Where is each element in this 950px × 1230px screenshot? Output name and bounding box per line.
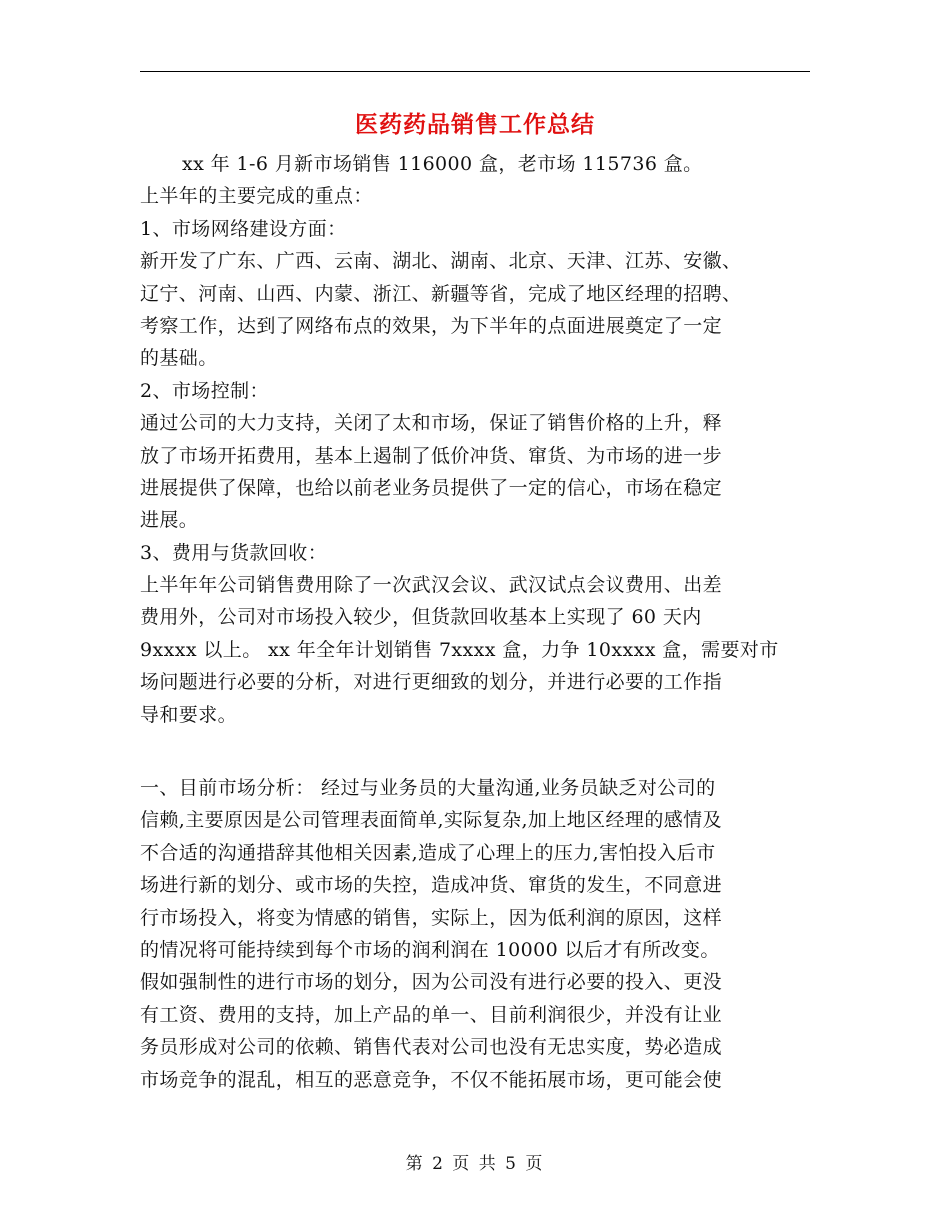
body-line: 场问题进行必要的分析，对进行更细致的划分，并进行必要的工作指	[140, 671, 723, 694]
body-line: 不合适的沟通措辞其他相关因素,造成了心理上的压力,害怕投入后市	[140, 841, 716, 864]
body-line: 务员形成对公司的依赖、销售代表对公司也没有无忠实度，势必造成	[140, 1036, 723, 1059]
section-heading: 1、市场网络建设方面：	[140, 217, 347, 240]
body-line: 有工资、费用的支持，加上产品的单一、目前利润很少，并没有让业	[140, 1003, 723, 1026]
body-line: 9xxxx 以上。 xx 年全年计划销售 7xxxx 盒，力争 10xxxx 盒，需要对市	[140, 638, 779, 661]
body-line: 上半年的主要完成的重点：	[140, 185, 373, 208]
header-rule	[140, 71, 810, 72]
document-body	[140, 148, 810, 1096]
body-line: 进展。	[140, 509, 199, 532]
body-line: 通过公司的大力支持，关闭了太和市场，保证了销售价格的上升，释	[140, 412, 723, 435]
body-line: 进展提供了保障，也给以前老业务员提供了一定的信心，市场在稳定	[140, 476, 723, 499]
body-line: 放了市场开拓费用，基本上遏制了低价冲货、窜货、为市场的进一步	[140, 444, 723, 467]
body-line: 上半年年公司销售费用除了一次武汉会议、武汉试点会议费用、出差	[140, 574, 723, 597]
body-line: 考察工作，达到了网络布点的效果，为下半年的点面进展奠定了一定	[140, 314, 723, 337]
section-heading: 2、市场控制：	[140, 379, 269, 402]
body-line: 场进行新的划分、或市场的失控，造成冲货、窜货的发生，不同意进	[140, 874, 723, 897]
body-line: 费用外，公司对市场投入较少，但货款回收基本上实现了 60 天内	[140, 606, 702, 629]
body-line: xx 年 1-6 月新市场销售 116000 盒，老市场 115736 盒。	[182, 153, 703, 175]
page-number: 第 2 页 共 5 页	[405, 1154, 545, 1174]
body-line: 的情况将可能持续到每个市场的润利润在 10000 以后才有所改变。	[140, 938, 720, 961]
body-line: 辽宁、河南、山西、内蒙、浙江、新疆等省，完成了地区经理的招聘、	[140, 282, 742, 305]
body-line: 假如强制性的进行市场的划分，因为公司没有进行必要的投入、更没	[140, 971, 723, 994]
blank-line	[140, 731, 810, 772]
body-line: 的基础。	[140, 347, 218, 370]
body-line: 导和要求。	[140, 703, 238, 726]
body-line: 行市场投入，将变为情感的销售，实际上，因为低利润的原因，这样	[140, 906, 723, 929]
section-heading: 3、费用与货款回收：	[140, 541, 328, 564]
document-title: 医药药品销售工作总结	[355, 111, 595, 138]
body-line: 信赖,主要原因是公司管理表面简单,实际复杂,加上地区经理的感情及	[140, 809, 722, 832]
body-line: 新开发了广东、广西、云南、湖北、湖南、北京、天津、江苏、安徽、	[140, 250, 742, 273]
section-heading-line: 一、目前市场分析： 经过与业务员的大量沟通,业务员缺乏对公司的	[140, 777, 716, 800]
body-line: 市场竞争的混乱，相互的恶意竞争，不仅不能拓展市场，更可能会使	[140, 1068, 723, 1091]
